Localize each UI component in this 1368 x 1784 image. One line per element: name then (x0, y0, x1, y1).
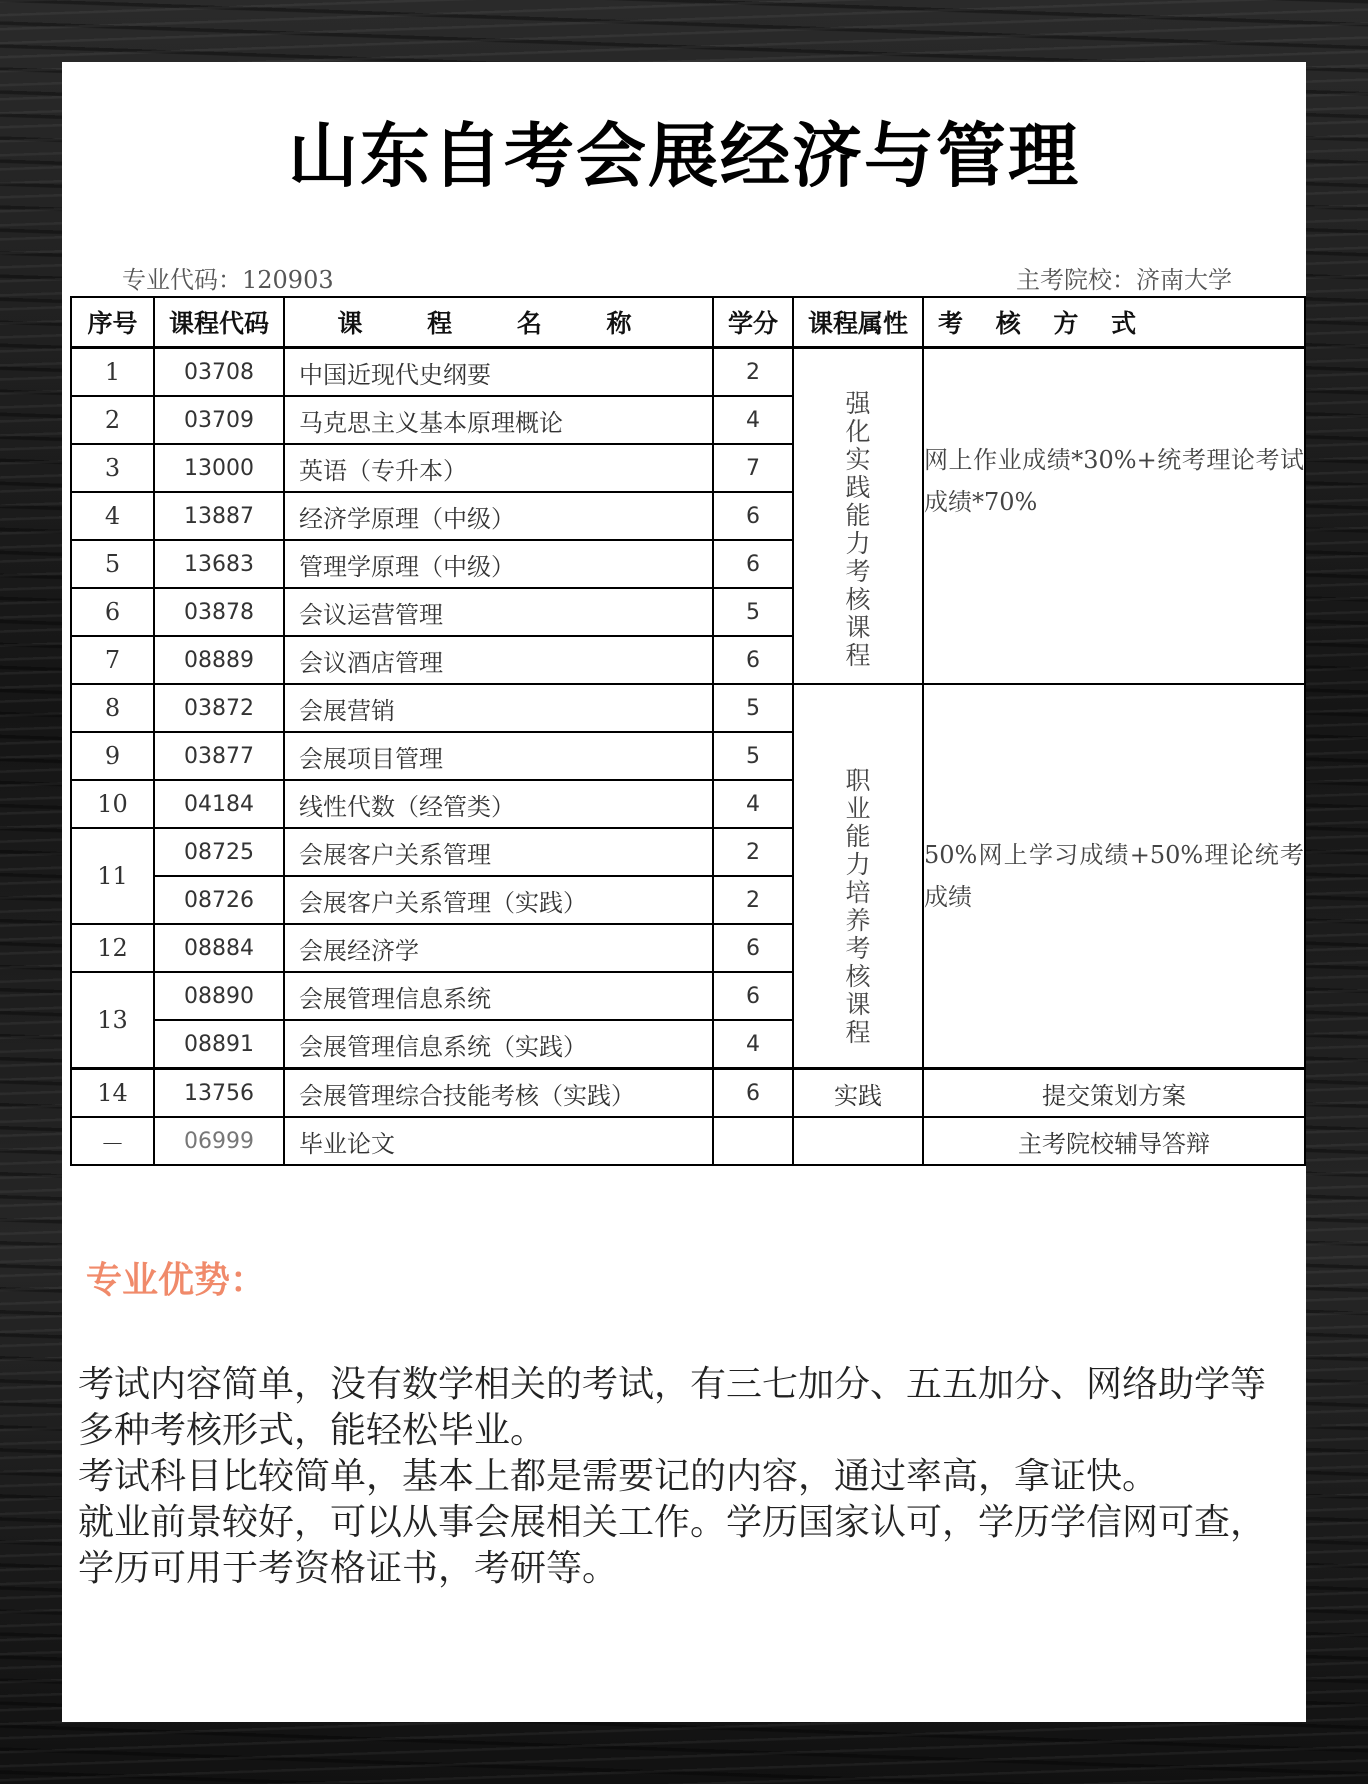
advantages-heading: 专业优势： (86, 1260, 267, 1301)
row-credit: 4 (713, 396, 793, 444)
row-no: 3 (71, 444, 154, 492)
row-code: 08891 (154, 1020, 284, 1069)
major-code: 专业代码：120903 (122, 266, 334, 294)
row-name: 会展管理信息系统 (284, 972, 713, 1020)
header-exam: 考 核 方 式 (923, 297, 1305, 348)
row-name: 会展管理综合技能考核（实践） (284, 1069, 713, 1118)
row-name: 线性代数（经管类） (284, 780, 713, 828)
row-name: 会议运营管理 (284, 588, 713, 636)
table-row (71, 684, 1305, 732)
row-name: 马克思主义基本原理概论 (284, 396, 713, 444)
row-credit: 7 (713, 444, 793, 492)
row-code: 08889 (154, 636, 284, 684)
row-name: 经济学原理（中级） (284, 492, 713, 540)
header-attribute: 课程属性 (793, 297, 923, 348)
row-no: 8 (71, 684, 154, 732)
row-name: 英语（专升本） (284, 444, 713, 492)
header-name: 课 程 名 称 (284, 297, 713, 348)
row-code: 06999 (154, 1117, 284, 1165)
table-row (71, 1117, 1305, 1165)
row-name: 会议酒店管理 (284, 636, 713, 684)
page-title: 山东自考会展经济与管理 (288, 115, 1080, 197)
host-school: 主考院校：济南大学 (1016, 266, 1232, 294)
row-credit: 2 (713, 828, 793, 876)
row-credit: 6 (713, 972, 793, 1020)
row-credit: 6 (713, 540, 793, 588)
row-no: 9 (71, 732, 154, 780)
row-code: 04184 (154, 780, 284, 828)
row-no: 14 (71, 1069, 154, 1118)
row-credit: 6 (713, 1069, 793, 1118)
attribute-group2: 职业能力培养考核课程 (793, 684, 923, 1069)
row-no: 5 (71, 540, 154, 588)
row-no: 2 (71, 396, 154, 444)
header-code: 课程代码 (154, 297, 284, 348)
row-credit: 4 (713, 1020, 793, 1069)
row-no: 4 (71, 492, 154, 540)
row-credit (713, 1117, 793, 1165)
row-name: 会展客户关系管理 (284, 828, 713, 876)
row-name: 会展营销 (284, 684, 713, 732)
row-no: 1 (71, 348, 154, 397)
row-credit: 2 (713, 876, 793, 924)
row-code: 13000 (154, 444, 284, 492)
course-table (70, 296, 1306, 1166)
row-credit: 5 (713, 588, 793, 636)
row-credit: 4 (713, 780, 793, 828)
row-code: 03878 (154, 588, 284, 636)
row-no: － (71, 1117, 154, 1165)
row-name: 会展客户关系管理（实践） (284, 876, 713, 924)
row-code: 13887 (154, 492, 284, 540)
exam-practice: 提交策划方案 (923, 1069, 1305, 1118)
row-code: 08726 (154, 876, 284, 924)
row-name: 会展项目管理 (284, 732, 713, 780)
row-code: 03708 (154, 348, 284, 397)
row-no: 6 (71, 588, 154, 636)
advantages-text (78, 1362, 1292, 1592)
document-page (62, 62, 1306, 1722)
header-credit: 学分 (713, 297, 793, 348)
row-code: 03877 (154, 732, 284, 780)
advantage-paragraph: 考试科目比较简单，基本上都是需要记的内容，通过率高，拿证快。 (78, 1456, 1159, 1497)
row-no: 7 (71, 636, 154, 684)
row-credit: 2 (713, 348, 793, 397)
row-no: 13 (71, 972, 154, 1069)
row-no: 10 (71, 780, 154, 828)
row-name: 管理学原理（中级） (284, 540, 713, 588)
header-no: 序号 (71, 297, 154, 348)
row-credit: 6 (713, 636, 793, 684)
advantage-paragraph: 就业前景较好，可以从事会展相关工作。学历国家认可，学历学信网可查，学历可用于考资格证书，考研等。 (78, 1502, 1267, 1589)
table-row (71, 348, 1305, 397)
row-credit: 5 (713, 684, 793, 732)
row-credit: 5 (713, 732, 793, 780)
row-code: 08884 (154, 924, 284, 972)
attribute-group1: 强化实践能力考核课程 (793, 348, 923, 685)
advantage-paragraph: 考试内容简单，没有数学相关的考试，有三七加分、五五加分、网络助学等多种考核形式，能轻松毕业。 (78, 1364, 1267, 1451)
exam-group2: 50%网上学习成绩+50%理论统考成绩 (923, 684, 1305, 1069)
attribute-thesis (793, 1117, 923, 1165)
row-credit: 6 (713, 492, 793, 540)
row-code: 08890 (154, 972, 284, 1020)
row-code: 08725 (154, 828, 284, 876)
row-credit: 6 (713, 924, 793, 972)
row-name: 会展管理信息系统（实践） (284, 1020, 713, 1069)
row-name: 中国近现代史纲要 (284, 348, 713, 397)
exam-group1: 网上作业成绩*30%+统考理论考试成绩*70% (923, 348, 1305, 685)
table-header-row (71, 297, 1305, 348)
exam-thesis: 主考院校辅导答辩 (923, 1117, 1305, 1165)
row-no: 12 (71, 924, 154, 972)
row-name: 毕业论文 (284, 1117, 713, 1165)
attribute-practice: 实践 (793, 1069, 923, 1118)
row-code: 13683 (154, 540, 284, 588)
table-row (71, 1069, 1305, 1118)
row-no: 11 (71, 828, 154, 924)
row-name: 会展经济学 (284, 924, 713, 972)
row-code: 03872 (154, 684, 284, 732)
row-code: 13756 (154, 1069, 284, 1118)
row-code: 03709 (154, 396, 284, 444)
